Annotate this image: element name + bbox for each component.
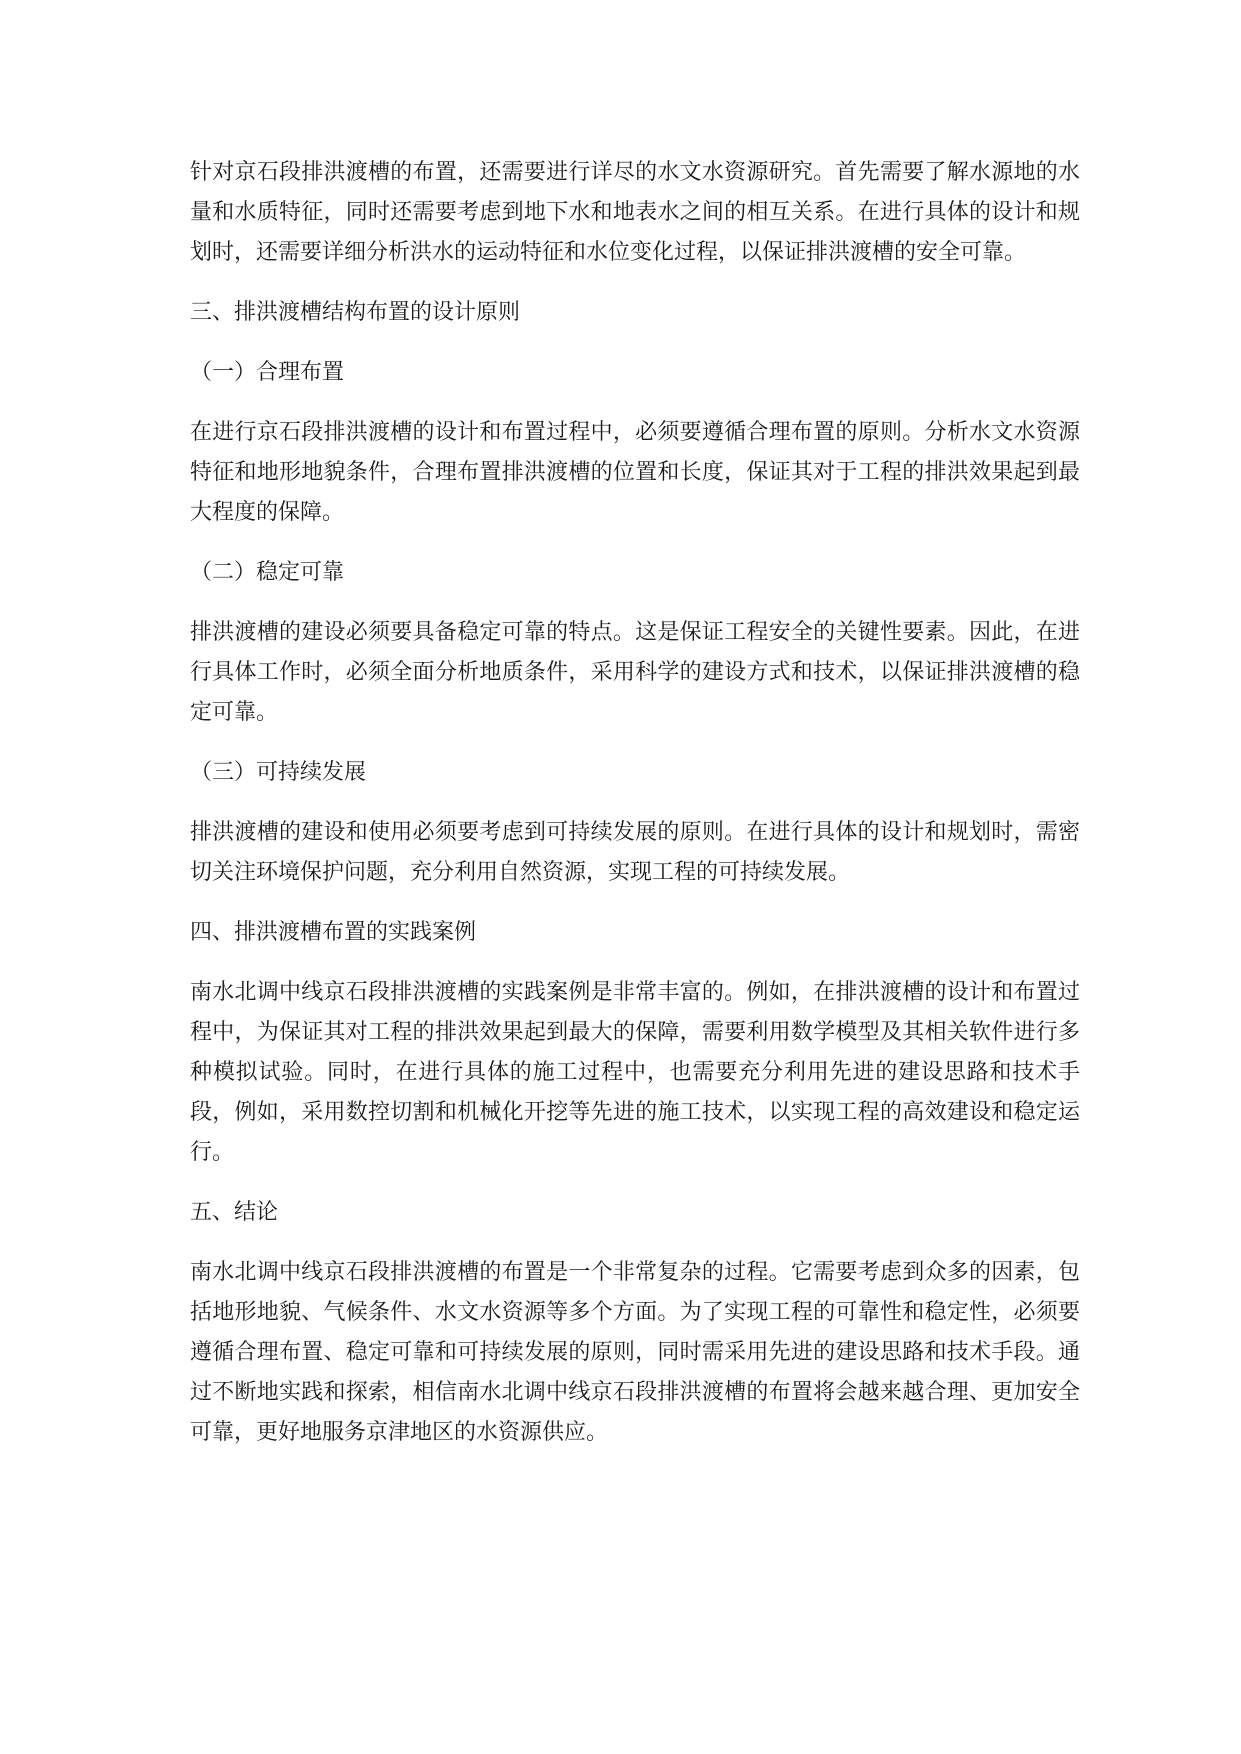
heading-section-3: 三、排洪渡槽结构布置的设计原则: [190, 300, 521, 325]
para-stable-reliable: 排洪渡槽的建设必须要具备稳定可靠的特点。这是保证工程安全的关键性要素。因此，在进行具体工作时，必须全面分析地质条件，采用科学的建设方式和技术，以保证排洪渡槽的稳定可靠。: [190, 620, 1080, 725]
para-conclusion: 南水北调中线京石段排洪渡槽的布置是一个非常复杂的过程。它需要考虑到众多的因素，包括地形地貌、气候条件、水文水资源等多个方面。为了实现工程的可靠性和稳定性，必须要遵循合理布置、稳定可靠和可持续发展的原则，同时需采用先进的建设思路和技术手段。通过不断地实践和探索，相信南水北调中线京石段排洪渡槽的布置将会越来越合理、更加安全可靠，更好地服务京津地区的水资源供应。: [190, 1260, 1080, 1445]
heading-3-3: （三）可持续发展: [190, 760, 367, 785]
heading-section-5: 五、结论: [190, 1200, 279, 1225]
para-sustainable: 排洪渡槽的建设和使用必须要考虑到可持续发展的原则。在进行具体的设计和规划时，需密切关注环境保护问题，充分利用自然资源，实现工程的可持续发展。: [190, 820, 1080, 885]
document-page: [190, 153, 1080, 1473]
para-case-study: 南水北调中线京石段排洪渡槽的实践案例是非常丰富的。例如，在排洪渡槽的设计和布置过程中，为保证其对工程的排洪效果起到最大的保障，需要利用数学模型及其相关软件进行多种模拟试验。同时，在进行具体的施工过程中，也需要充分利用先进的建设思路和技术手段，例如，采用数控切割和机械化开挖等先进的施工技术，以实现工程的高效建设和稳定运行。: [190, 980, 1080, 1165]
para-reasonable-layout: 在进行京石段排洪渡槽的设计和布置过程中，必须要遵循合理布置的原则。分析水文水资源特征和地形地貌条件，合理布置排洪渡槽的位置和长度，保证其对于工程的排洪效果起到最大程度的保障。: [190, 420, 1080, 525]
heading-3-2: （二）稳定可靠: [190, 560, 345, 585]
heading-section-4: 四、排洪渡槽布置的实践案例: [190, 920, 477, 945]
para-hydrology-research: 针对京石段排洪渡槽的布置，还需要进行详尽的水文水资源研究。首先需要了解水源地的水量和水质特征，同时还需要考虑到地下水和地表水之间的相互关系。在进行具体的设计和规划时，还需要详细分析洪水的运动特征和水位变化过程，以保证排洪渡槽的安全可靠。: [190, 160, 1080, 265]
heading-3-1: （一）合理布置: [190, 360, 345, 385]
